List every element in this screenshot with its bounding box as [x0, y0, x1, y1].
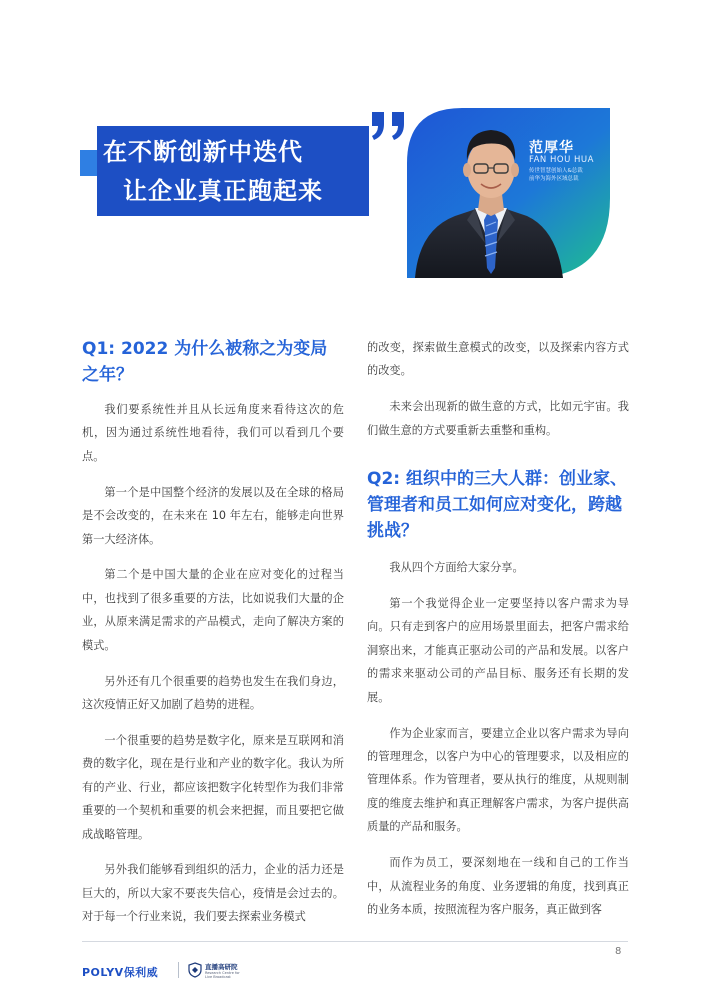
paragraph: 未来会出现新的做生意的方式，比如元宇宙。我们做生意的方式要重新去重整和重构。	[367, 400, 629, 437]
right-column	[367, 336, 629, 934]
paragraph: 第二个是中国大量的企业在应对变化的过程当中，也找到了很多重要的方法，比如说我们大量的企业，从原来满足需求的产品模式，走向了解决方案的模式。	[82, 568, 344, 652]
title-line-2: 让企业真正跑起来	[123, 177, 323, 205]
speaker-portrait-card	[407, 108, 610, 278]
paragraph: 一个很重要的趋势是数字化，原来是互联网和消费的数字化，现在是行业和产业的数字化。我认为所有的产业、行业，都应该把数字化转型作为我们非常重要的一个契机和重要的机会来把握，而且要把它做成战略管理。	[82, 733, 344, 841]
q1-heading: Q1: 2022 为什么被称之为变局之年？	[82, 339, 328, 385]
research-subtitle-line-2: Live Broadcast	[205, 975, 231, 979]
paragraph: 我从四个方面给大家分享。	[389, 561, 524, 575]
footer-separator	[178, 962, 179, 978]
q2-heading: Q2: 组织中的三大人群：创业家、管理者和员工如何应对变化，跨越挑战？	[367, 469, 627, 542]
paragraph-continuation: 的改变，探索做生意模式的改变，以及探索内容方式的改变。	[367, 341, 629, 378]
research-subtitle-line-1: Research Centre for	[205, 971, 240, 975]
speaker-title-line-1: 传世智慧创始人&总裁	[529, 168, 583, 174]
paragraph: 我们要系统性并且从长远角度来看待这次的危机，因为通过系统性地看待，我们可以看到几个要点。	[82, 403, 344, 463]
quote-mark-icon	[368, 108, 410, 148]
paragraph: 第一个我觉得企业一定要坚持以客户需求为导向。只有走到客户的应用场景里面去，把客户需求给洞察出来，才能真正驱动公司的产品和发展。以客户的需求来驱动公司的产品目标、服务还有长期的发展。	[367, 597, 629, 704]
title-banner	[97, 126, 369, 216]
title-line-1: 在不断创新中迭代	[103, 138, 303, 166]
paragraph: 作为企业家而言，要建立企业以客户需求为导向的管理理念，以客户为中心的管理要求，以及相应的管理体系。作为管理者，要从执行的维度，从规则制度的维度去维护和真正理解客户需求，为客户提供高质量的产品和服务。	[367, 726, 629, 834]
left-column	[82, 336, 344, 941]
paragraph: 而作为员工，要深刻地在一线和自己的工作当中，从流程业务的角度、业务逻辑的角度，找到真正的业务本质，按照流程为客户服务，真正做到客	[367, 856, 629, 916]
speaker-title	[529, 168, 583, 183]
research-emblem-icon	[188, 962, 202, 978]
footer-divider	[82, 941, 628, 942]
speaker-title-line-2: 前华为海外区域总裁	[529, 175, 579, 182]
speaker-portrait-image	[407, 108, 610, 278]
research-centre-subtitle	[205, 971, 240, 979]
speaker-name-pinyin: FAN HOU HUA	[529, 155, 594, 165]
speaker-name: 范厚华	[529, 140, 574, 156]
research-centre-name: 直播高研院	[205, 963, 238, 971]
paragraph: 另外还有几个很重要的趋势也发生在我们身边，这次疫情正好又加剧了趋势的进程。	[82, 674, 344, 711]
paragraph: 另外我们能够看到组织的活力，企业的活力还是巨大的，所以大家不要丧失信心，疫情是会过去的。对于每一个行业来说，我们要去探索业务模式	[82, 863, 344, 924]
paragraph: 第一个是中国整个经济的发展以及在全球的格局是不会改变的，在未来在 10 年左右，能够走向世界第一大经济体。	[82, 485, 344, 546]
polyv-logo: POLYV保利威	[82, 966, 159, 979]
page-number: 8	[615, 946, 622, 957]
